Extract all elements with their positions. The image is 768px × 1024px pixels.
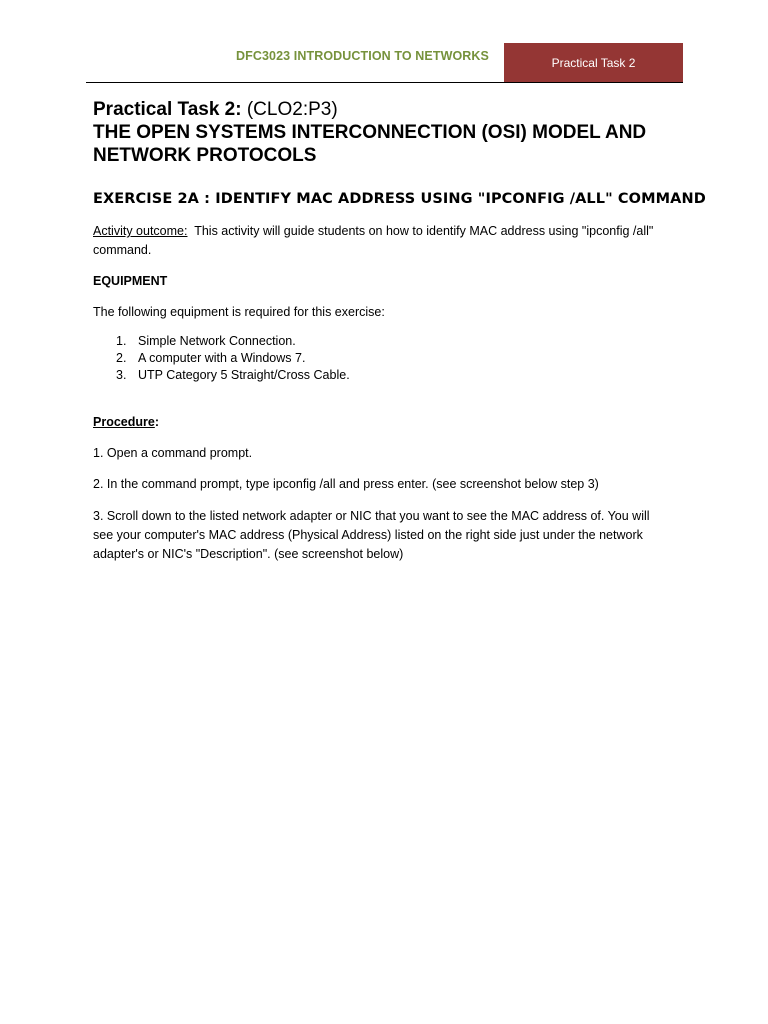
procedure-colon: : [154,415,160,429]
procedure-label: Procedure [93,415,155,429]
list-item-number: 3. [116,368,127,382]
list-item-text: A computer with a Windows 7. [138,351,306,365]
outcome-label: Activity outcome: [93,224,188,238]
list-item [116,367,350,384]
list-item-number: 2. [116,351,127,365]
list-item [116,333,350,350]
page-title: THE OPEN SYSTEMS INTERCONNECTION (OSI) MODEL AND NETWORK PROTOCOLS [93,122,647,166]
outcome-text: This activity will guide students on how to identify MAC address using "ipconfig /all" command. [93,224,654,257]
list-item-text: Simple Network Connection. [138,334,296,348]
title-code: (CLO2:P3) [246,99,338,120]
activity-outcome [93,222,673,260]
procedure-step-2: 2. In the command prompt, type ipconfig /all and press enter. (see screenshot below step 3) [93,477,599,491]
header-course-title: DFC3023 INTRODUCTION TO NETWORKS [236,49,489,63]
equipment-intro: The following equipment is required for this exercise: [93,305,385,319]
equipment-list [116,333,350,384]
procedure-step-1: 1. Open a command prompt. [93,446,253,460]
header-divider [86,82,683,83]
list-item [116,350,350,367]
page-title-line [93,99,338,121]
header-badge: Practical Task 2 [504,43,683,82]
equipment-heading: EQUIPMENT [93,274,168,288]
list-item-number: 1. [116,334,127,348]
list-item-text: UTP Category 5 Straight/Cross Cable. [138,368,350,382]
title-prefix: Practical Task 2: [93,99,242,120]
procedure-step-3: 3. Scroll down to the listed network adapter or NIC that you want to see the MAC address of. You will see your computer's MAC address (Physical Address) listed on the right side just under the network adapter's or NIC's "Description". (see screenshot below) [93,509,650,561]
procedure-heading [93,413,673,432]
exercise-heading: EXERCISE 2A : IDENTIFY MAC ADDRESS USING "IPCONFIG /ALL" COMMAND [93,191,706,207]
